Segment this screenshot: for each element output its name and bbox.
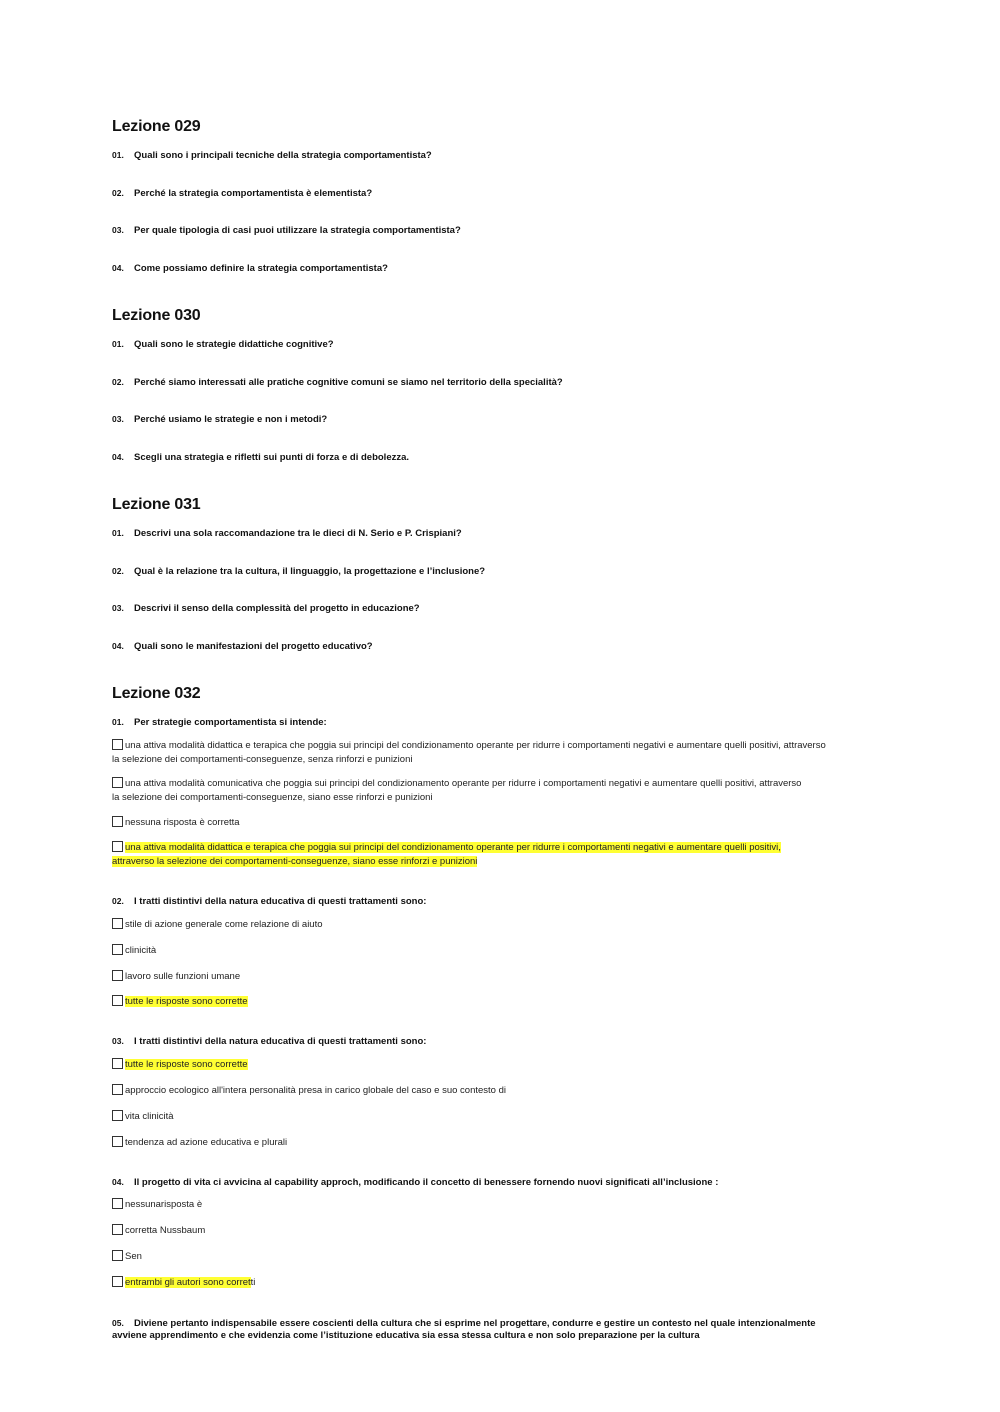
checkbox[interactable] bbox=[112, 1136, 123, 1147]
option-text: corretta Nussbaum bbox=[125, 1225, 206, 1236]
option-text: stile di azione generale come relazione di aiuto bbox=[125, 919, 323, 930]
question-text: Descrivi il senso della complessità del progetto in educazione? bbox=[134, 603, 420, 614]
option-text-highlighted: una attiva modalità didattica e terapica che poggia sui principi del condizionamento operante per ridurre i comportamenti negativi e aumentare quelli positivi, bbox=[125, 842, 781, 853]
checkbox[interactable] bbox=[112, 841, 123, 852]
answer-option[interactable] bbox=[112, 1084, 506, 1098]
question bbox=[112, 895, 426, 908]
question-number: 03. bbox=[112, 603, 124, 613]
checkbox[interactable] bbox=[112, 970, 123, 981]
question-number: 01. bbox=[112, 339, 124, 349]
question-number: 02. bbox=[112, 377, 124, 387]
answer-option-correct[interactable] bbox=[112, 995, 248, 1009]
answer-option[interactable] bbox=[112, 1136, 287, 1150]
answer-option[interactable] bbox=[112, 816, 240, 830]
option-text: tendenza ad azione educativa e plurali bbox=[125, 1137, 288, 1148]
question bbox=[112, 262, 388, 275]
checkbox[interactable] bbox=[112, 1276, 123, 1287]
question-number: 04. bbox=[112, 263, 124, 273]
checkbox[interactable] bbox=[112, 1198, 123, 1209]
question-number: 03. bbox=[112, 225, 124, 235]
checkbox[interactable] bbox=[112, 1084, 123, 1095]
question-text: Descrivi una sola raccomandazione tra le dieci di N. Serio e P. Crispiani? bbox=[134, 528, 462, 539]
question bbox=[112, 149, 432, 162]
question bbox=[112, 640, 373, 653]
question-number: 05. bbox=[112, 1318, 124, 1328]
question-number: 01. bbox=[112, 528, 124, 538]
question-text: Per strategie comportamentista si intende: bbox=[134, 717, 327, 728]
answer-option-correct[interactable] bbox=[112, 1276, 255, 1290]
answer-option[interactable] bbox=[112, 1198, 202, 1212]
question-number: 02. bbox=[112, 896, 124, 906]
option-text-highlighted: entrambi gli autori sono corret bbox=[125, 1277, 251, 1288]
question-number: 04. bbox=[112, 452, 124, 462]
question bbox=[112, 451, 409, 464]
option-text: la selezione dei comportamenti-conseguenze, senza rinforzi e punizioni bbox=[112, 754, 413, 765]
question bbox=[112, 338, 334, 351]
section-heading: Lezione 029 bbox=[112, 118, 201, 135]
checkbox[interactable] bbox=[112, 1250, 123, 1261]
question-text: Quali sono i principali tecniche della strategia comportamentista? bbox=[134, 150, 432, 161]
answer-option[interactable] bbox=[112, 918, 323, 932]
option-text-highlighted: tutte le risposte sono corrette bbox=[125, 996, 248, 1007]
question bbox=[112, 413, 327, 426]
answer-option[interactable] bbox=[112, 970, 240, 984]
question-number: 01. bbox=[112, 150, 124, 160]
question-number: 04. bbox=[112, 641, 124, 651]
question-text: avviene apprendimento e che evidenzia come l’istituzione educativa sia essa stessa cultura e non solo preparazione per la cultura bbox=[112, 1330, 700, 1341]
question bbox=[112, 224, 461, 237]
answer-option[interactable] bbox=[112, 1110, 174, 1124]
question-number: 02. bbox=[112, 566, 124, 576]
option-text: una attiva modalità didattica e terapica che poggia sui principi del condizionamento operante per ridurre i comportamenti negativi e aumentare quelli positivi, attraverso bbox=[125, 740, 826, 751]
question-number: 03. bbox=[112, 1036, 124, 1046]
question-text: Diviene pertanto indispensabile essere coscienti della cultura che si esprime nel progettare, condurre e gestire un contesto nel quale intenzionalmente bbox=[134, 1318, 816, 1329]
option-text: una attiva modalità comunicativa che poggia sui principi del condizionamento operante per ridurre i comportamenti negativi e aumentare quelli positivi, attraverso bbox=[125, 778, 802, 789]
question-text: Scegli una strategia e rifletti sui punti di forza e di debolezza. bbox=[134, 452, 410, 463]
question-number: 03. bbox=[112, 414, 124, 424]
checkbox[interactable] bbox=[112, 739, 123, 750]
option-text: approccio ecologico all'intera personalità presa in carico globale del caso e suo contesto di bbox=[125, 1085, 506, 1096]
answer-option[interactable] bbox=[112, 777, 801, 805]
checkbox[interactable] bbox=[112, 1110, 123, 1121]
question-number: 02. bbox=[112, 188, 124, 198]
question-text: Perché siamo interessati alle pratiche cognitive comuni se siamo nel territorio della specialità? bbox=[134, 377, 563, 388]
checkbox[interactable] bbox=[112, 1224, 123, 1235]
question-number: 01. bbox=[112, 717, 124, 727]
question bbox=[112, 1035, 426, 1048]
question-text: Quali sono le strategie didattiche cognitive? bbox=[134, 339, 334, 350]
option-text: la selezione dei comportamenti-conseguenze, siano esse rinforzi e punizioni bbox=[112, 792, 433, 803]
question-text: Quali sono le manifestazioni del progetto educativo? bbox=[134, 641, 373, 652]
question bbox=[112, 602, 420, 615]
question-number: 04. bbox=[112, 1177, 124, 1187]
question-text: Il progetto di vita ci avvicina al capability approch, modificando il concetto di benessere fornendo nuovi significati all’inclusione : bbox=[134, 1177, 719, 1188]
checkbox[interactable] bbox=[112, 944, 123, 955]
option-text: Sen bbox=[125, 1251, 142, 1262]
section-heading: Lezione 032 bbox=[112, 685, 201, 702]
checkbox[interactable] bbox=[112, 995, 123, 1006]
question bbox=[112, 565, 485, 578]
option-text-highlighted: attraverso la selezione dei comportamenti-conseguenze, siano esse rinforzi e punizioni bbox=[112, 856, 478, 867]
question-text: I tratti distintivi della natura educativa di questi trattamenti sono: bbox=[134, 1036, 427, 1047]
option-text: nessunarisposta è bbox=[125, 1199, 203, 1210]
question bbox=[112, 1317, 872, 1342]
option-text: ti bbox=[250, 1277, 256, 1288]
answer-option[interactable] bbox=[112, 739, 826, 767]
option-text: vita clinicità bbox=[125, 1111, 174, 1122]
section-heading: Lezione 031 bbox=[112, 496, 201, 513]
checkbox[interactable] bbox=[112, 1058, 123, 1069]
answer-option[interactable] bbox=[112, 944, 156, 958]
option-text: lavoro sulle funzioni umane bbox=[125, 971, 241, 982]
option-text: clinicità bbox=[125, 945, 157, 956]
answer-option[interactable] bbox=[112, 1250, 142, 1264]
question bbox=[112, 527, 462, 540]
question-text: Come possiamo definire la strategia comportamentista? bbox=[134, 263, 388, 274]
question bbox=[112, 716, 327, 729]
option-text: nessuna risposta è corretta bbox=[125, 817, 240, 828]
option-text-highlighted: tutte le risposte sono corrette bbox=[125, 1059, 248, 1070]
question bbox=[112, 376, 563, 389]
answer-option-correct[interactable] bbox=[112, 1058, 248, 1072]
section-heading: Lezione 030 bbox=[112, 307, 201, 324]
checkbox[interactable] bbox=[112, 816, 123, 827]
answer-option-correct[interactable] bbox=[112, 841, 781, 869]
question bbox=[112, 1176, 718, 1189]
question bbox=[112, 187, 372, 200]
checkbox[interactable] bbox=[112, 918, 123, 929]
question-text: Per quale tipologia di casi puoi utilizzare la strategia comportamentista? bbox=[134, 225, 461, 236]
question-text: Perché usiamo le strategie e non i metodi? bbox=[134, 414, 328, 425]
checkbox[interactable] bbox=[112, 777, 123, 788]
question-text: I tratti distintivi della natura educativa di questi trattamenti sono: bbox=[134, 896, 427, 907]
question-text: Qual è la relazione tra la cultura, il linguaggio, la progettazione e l’inclusione? bbox=[134, 566, 486, 577]
answer-option[interactable] bbox=[112, 1224, 205, 1238]
question-text: Perché la strategia comportamentista è elementista? bbox=[134, 188, 373, 199]
